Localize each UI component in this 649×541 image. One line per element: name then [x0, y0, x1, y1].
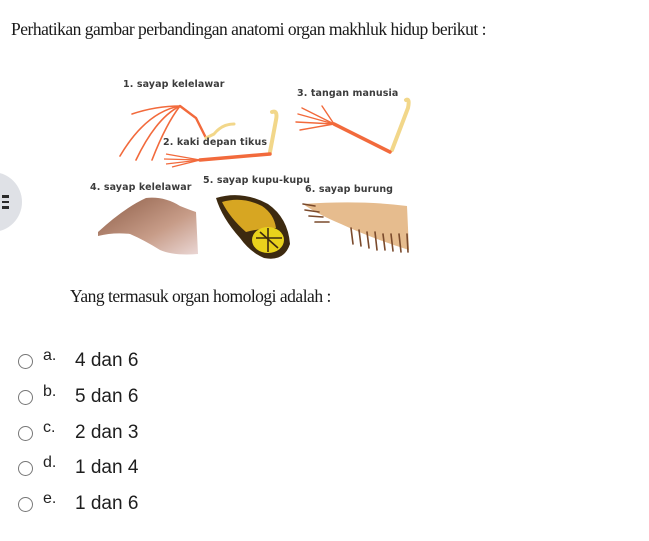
figure-label-4: 4. sayap kelelawar	[90, 182, 192, 193]
option-letter: c.	[43, 419, 56, 436]
option-text: 1 dan 4	[75, 457, 139, 478]
anatomy-figure	[88, 66, 418, 266]
radio-button[interactable]	[18, 354, 33, 369]
figure-label-5: 5. sayap kupu-kupu	[203, 175, 311, 186]
bat-wing-illustration	[94, 194, 202, 258]
option-b[interactable]	[16, 382, 216, 412]
option-letter: a.	[43, 347, 57, 364]
option-text: 4 dan 6	[75, 350, 139, 371]
question-title: Perhatikan gambar perbandingan anatomi organ makhluk hidup berikut :	[11, 19, 486, 39]
option-d[interactable]	[16, 453, 216, 483]
option-e[interactable]	[16, 489, 216, 519]
menu-icon	[2, 195, 9, 209]
radio-button[interactable]	[18, 390, 33, 405]
option-letter: d.	[43, 454, 57, 471]
butterfly-wing-illustration	[212, 192, 296, 262]
radio-button[interactable]	[18, 426, 33, 441]
option-c[interactable]	[16, 418, 216, 448]
option-text: 2 dan 3	[75, 422, 139, 443]
option-text: 1 dan 6	[75, 493, 139, 514]
figure-label-1: 1. sayap kelelawar	[123, 79, 225, 90]
figure-label-3: 3. tangan manusia	[297, 88, 399, 99]
figure-label-2: 2. kaki depan tikus	[163, 137, 268, 148]
radio-button[interactable]	[18, 497, 33, 512]
bird-wing-illustration	[301, 198, 413, 254]
sub-question: Yang termasuk organ homologi adalah :	[70, 286, 331, 306]
figure-label-6: 6. sayap burung	[305, 184, 394, 195]
option-letter: e.	[43, 490, 57, 507]
option-text: 5 dan 6	[75, 386, 139, 407]
radio-button[interactable]	[18, 461, 33, 476]
side-menu-button[interactable]	[0, 172, 22, 232]
option-letter: b.	[43, 383, 57, 400]
option-a[interactable]	[16, 346, 216, 376]
human-arm-illustration	[288, 96, 418, 160]
